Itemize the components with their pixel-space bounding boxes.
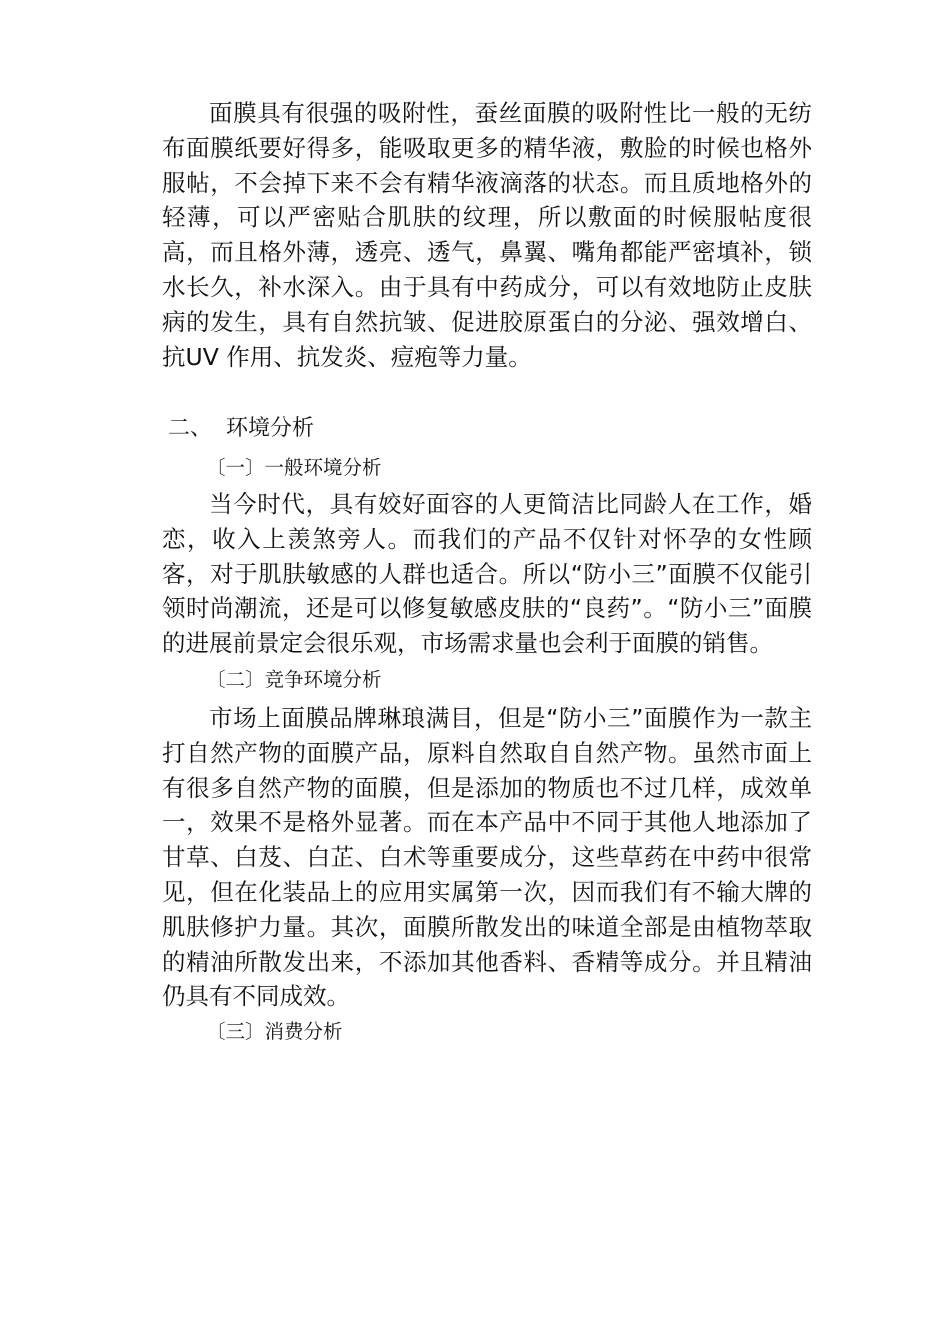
general-environment-section	[162, 487, 812, 661]
section-heading-environment-analysis: 二、 环境分析	[168, 416, 314, 441]
competitive-environment-section	[162, 701, 812, 1014]
subheading-consumption-analysis: 〔三〕消费分析	[206, 1020, 343, 1043]
general-environment-paragraph: 当今时代，具有姣好面容的人更简洁比同龄人在工作，婚恋，收入上羡煞旁人。而我们的产品不仅针对怀孕的女性顾客，对于肌肤敏感的人群也适合。所以“防小三”面膜不仅能引领时尚潮流，还是可以修复敏感皮肤的“良药”。“防小三”面膜的进展前景定会很乐观，市场需求量也会利于面膜的销售。	[162, 490, 812, 658]
intro-paragraph: 面膜具有很强的吸附性，蚕丝面膜的吸附性比一般的无纺布面膜纸要好得多，能吸取更多的精华液，敷脸的时候也格外服帖，不会掉下来不会有精华液滴落的状态。而且质地格外的轻薄，可以严密贴合肌肤的纹理，所以敷面的时候服帖度很高，而且格外薄，透亮、透气，鼻翼、嘴角都能严密填补，锁水长久，补水深入。由于具有中药成分，可以有效地防止皮肤病的发生，具有自然抗皱、促进胶原蛋白的分泌、强效增白、抗UV 作用、抗发炎、痘疱等力量。	[162, 99, 812, 371]
competitive-environment-paragraph: 市场上面膜品牌琳琅满目，但是“防小三”面膜作为一款主打自然产物的面膜产品，原料自然取自自然产物。虽然市面上有很多自然产物的面膜，但是添加的物质也不过几样，成效单一，效果不是格外显著。而在本产品中不同于其他人地添加了甘草、白芨、白芷、白术等重要成分，这些草药在中药中很常见，但在化装品上的应用实属第一次，因而我们有不输大牌的肌肤修护力量。其次，面膜所散发出的味道全部是由植物萃取的精油所散发出来，不添加其他香料、香精等成分。并且精油仍具有不同成效。	[162, 704, 812, 1011]
subheading-competitive-environment: 〔二〕竞争环境分析	[206, 668, 382, 691]
subheading-general-environment: 〔一〕一般环境分析	[206, 456, 382, 479]
intro-section	[162, 96, 812, 374]
